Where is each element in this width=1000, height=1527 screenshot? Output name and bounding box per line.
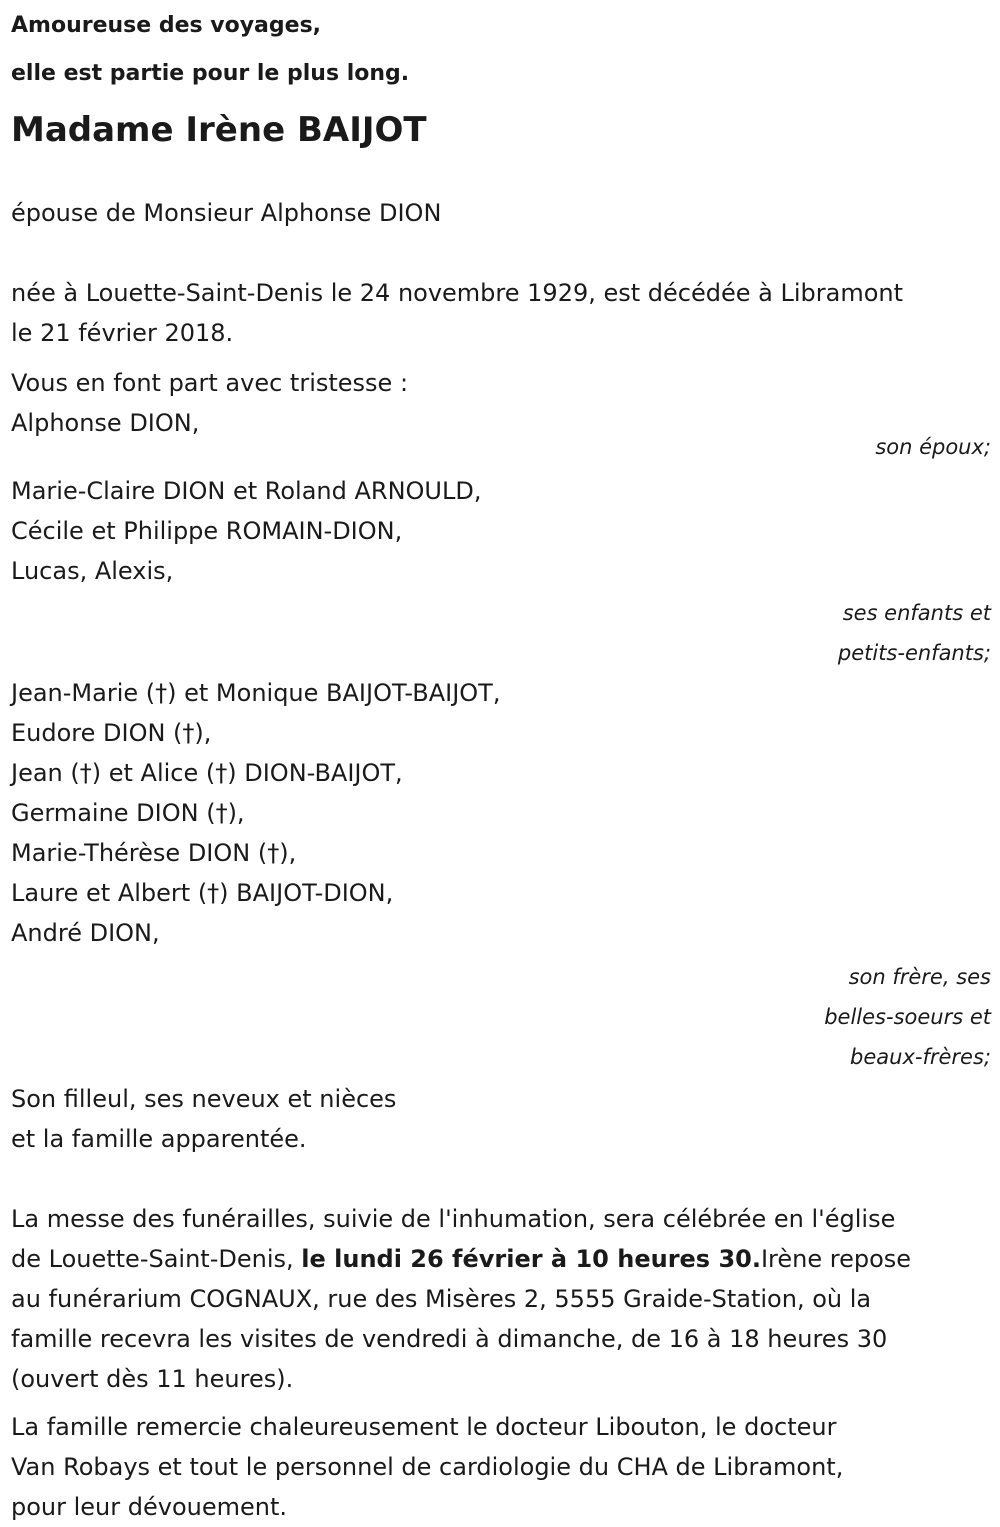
thanks-line: Van Robays et tout le personnel de cardiologie du CHA de Libramont, bbox=[11, 1453, 844, 1481]
announcement-line: Vous en font part avec tristesse : bbox=[11, 369, 409, 397]
epigraph bbox=[11, 0, 991, 98]
funeral-line: La messe des funérailles, suivie de l'inhumation, sera célébrée en l'église bbox=[11, 1205, 896, 1233]
thanks-line: pour leur dévouement. bbox=[11, 1493, 288, 1521]
family-member: Germaine DION (†), bbox=[11, 799, 245, 827]
funeral-line: (ouvert dès 11 heures). bbox=[11, 1365, 294, 1393]
family-member: André DION, bbox=[11, 919, 160, 947]
epigraph-line: elle est partie pour le plus long. bbox=[11, 61, 410, 86]
family-member: et la famille apparentée. bbox=[11, 1125, 307, 1153]
birth-death-info bbox=[11, 273, 991, 353]
birth-death-line: née à Louette-Saint-Denis le 24 novembre 1929, est décédée à Libramont bbox=[11, 279, 904, 307]
funeral-line bbox=[11, 1239, 991, 1279]
family-role-line: ses enfants et bbox=[842, 601, 991, 625]
family-role bbox=[11, 957, 991, 1077]
family-member: Lucas, Alexis, bbox=[11, 557, 174, 585]
funeral-text: Irène repose bbox=[760, 1245, 912, 1273]
family-member: Son filleul, ses neveux et nièces bbox=[11, 1085, 397, 1113]
funeral-line: famille recevra les visites de vendredi à dimanche, de 16 à 18 heures 30 bbox=[11, 1325, 888, 1353]
family-role: son époux; bbox=[875, 435, 991, 459]
thanks-paragraph bbox=[11, 1407, 991, 1527]
family-member: Alphonse DION, bbox=[11, 409, 200, 437]
spouse-line: épouse de Monsieur Alphonse DION bbox=[11, 199, 442, 227]
funeral-line: au funérarium COGNAUX, rue des Misères 2, 5555 Graide-Station, où la bbox=[11, 1285, 872, 1313]
family-role-line: petits-enfants; bbox=[837, 641, 991, 665]
family-member: Marie-Thérèse DION (†), bbox=[11, 839, 297, 867]
family-member: Jean (†) et Alice (†) DION-BAIJOT, bbox=[11, 759, 403, 787]
family-group-extended bbox=[11, 1079, 991, 1159]
funeral-date: le lundi 26 février à 10 heures 30. bbox=[301, 1245, 761, 1273]
family-member: Cécile et Philippe ROMAIN-DION, bbox=[11, 517, 403, 545]
family-group-siblings bbox=[11, 673, 991, 1077]
family-role-line: son frère, ses bbox=[848, 965, 991, 989]
funeral-info bbox=[11, 1199, 991, 1399]
deceased-name: Madame Irène BAIJOT bbox=[11, 110, 427, 150]
family-member: Eudore DION (†), bbox=[11, 719, 212, 747]
family-member: Jean-Marie (†) et Monique BAIJOT-BAIJOT, bbox=[11, 679, 501, 707]
family-role bbox=[11, 593, 991, 673]
funeral-text: de Louette-Saint-Denis, bbox=[11, 1245, 302, 1273]
family-member: Marie-Claire DION et Roland ARNOULD, bbox=[11, 477, 482, 505]
thanks-line: La famille remercie chaleureusement le docteur Libouton, le docteur bbox=[11, 1413, 837, 1441]
birth-death-line: le 21 février 2018. bbox=[11, 319, 234, 347]
obituary-notice bbox=[11, 0, 991, 1527]
family-group-spouse bbox=[11, 403, 991, 467]
epigraph-line: Amoureuse des voyages, bbox=[11, 13, 322, 38]
family-role-line: beaux-frères; bbox=[850, 1045, 991, 1069]
family-role-line: belles-soeurs et bbox=[824, 1005, 991, 1029]
family-member: Laure et Albert (†) BAIJOT-DION, bbox=[11, 879, 394, 907]
family-group-children bbox=[11, 471, 991, 673]
